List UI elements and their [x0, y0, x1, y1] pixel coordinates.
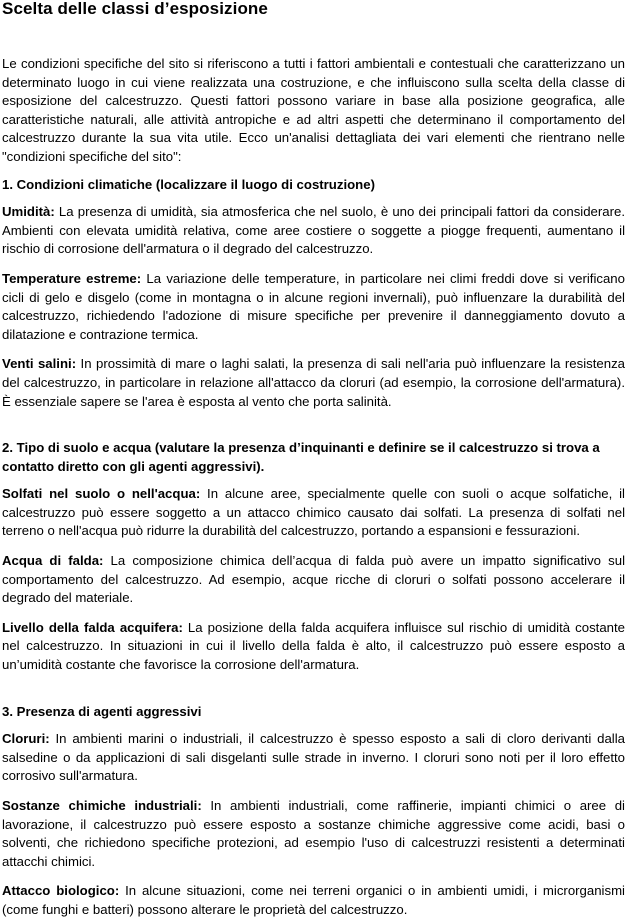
description: In prossimità di mare o laghi salati, la presenza di sali nell'aria può influenzare la resistenza del calcestruzzo, in particolare in relazione all'attacco da cloruri (ad esempio, la corrosione dell'armatura). È essenziale sapere se l'area è esposta al vento che porta salinità. [2, 356, 625, 409]
term: Umidità: [2, 204, 55, 220]
section-1-item-temperature [2, 270, 625, 344]
description: In ambienti industriali, come raffinerie, impianti chimici o aree di lavorazione, il calcestruzzo può essere esposto a sostanze chimiche aggressive come acidi, basi o solventi, che richiedono specifiche protezioni, ad esempio l'uso di calcestruzzi resistenti a determinati attacchi chimici. [2, 798, 625, 869]
term: Attacco biologico: [2, 883, 120, 899]
section-1-heading: 1. Condizioni climatiche (localizzare il luogo di costruzione) [2, 176, 375, 192]
section-1-item-umidita [2, 203, 625, 259]
term: Sostanze chimiche industriali: [2, 798, 202, 813]
section-2-heading: 2. Tipo di suolo e acqua (valutare la presenza d’inquinanti e definire se il calcestruzzo si trova a contatto diretto con gli agenti aggressivi). [2, 440, 600, 474]
description: In alcune aree, specialmente quelle con suoli o acque solfatiche, il calcestruzzo può essere soggetto a un attacco chimico causato dai solfati. La presenza di solfati nel terreno o nell'acqua può ridurre la durabilità del calcestruzzo, portando a espansioni e fessurazioni. [2, 486, 625, 539]
section-2-item-livello-falda [2, 619, 625, 675]
document-body [2, 55, 625, 920]
term: Solfati nel suolo o nell'acqua: [2, 486, 201, 502]
section-1-item-venti [2, 355, 625, 411]
description: La composizione chimica dell’acqua di falda può avere un impatto significativo sul comportamento del calcestruzzo. Ad esempio, acque ricche di cloruri o solfati possono accelerare il degrado del materiale. [2, 553, 625, 606]
description: In ambienti marini o industriali, il calcestruzzo è spesso esposto a sali di cloro derivanti dalla salsedine o da applicazioni di sali disgelanti sulle strade in inverno. I cloruri sono noti per il loro effetto corrosivo sull'armatura. [2, 731, 625, 784]
section-3-heading: 3. Presenza di agenti aggressivi [2, 703, 202, 719]
intro-paragraph: Le condizioni specifiche del sito si riferiscono a tutti i fattori ambientali e contestuali che caratterizzano un determinato luogo in cui viene realizzata una costruzione, e che influiscono sulla scelta della classe di esposizione del calcestruzzo. Questi fattori possono variare in base alla posizione geografica, alle caratteristiche naturali, alle attività antropiche e ad altri aspetti che determinano il comportamento del calcestruzzo durante la sua vita utile. Ecco un'analisi dettagliata dei vari elementi che rientrano nelle "condizioni specifiche del sito": [2, 56, 625, 164]
term: Temperature estreme: [2, 270, 142, 286]
description: La posizione della falda acquifera influisce sul rischio di umidità costante nel calcestruzzo. In situazioni in cui il livello della falda è alto, il calcestruzzo può essere esposto a un’umidità costante che favorisce la corrosione dell'armatura. [2, 619, 626, 673]
page-title: Scelta delle classi d’esposizione [2, 0, 268, 18]
term: Cloruri: [2, 731, 50, 747]
section-2-item-solfati [2, 485, 625, 541]
term: Venti salini: [2, 356, 77, 372]
description: In alcune situazioni, come nei terreni organici o in ambienti umidi, i microrganismi (come funghi e batteri) possono alterare le proprietà del calcestruzzo. [2, 883, 625, 917]
section-3-item-sostanze [2, 797, 625, 871]
section-2-item-acqua-falda [2, 552, 625, 608]
term: Acqua di falda: [2, 553, 104, 569]
description: La variazione delle temperature, in particolare nei climi freddi dove si verificano cicli di gelo e disgelo (come in montagna o in alcune regioni invernali), può influenzare la durabilità del calcestruzzo, richiedendo l'adozione di misure specifiche per prevenire il danneggiamento dovuto a dilatazione e contrazione termica. [2, 270, 625, 342]
description: La presenza di umidità, sia atmosferica che nel suolo, è uno dei principali fattori da considerare. Ambienti con elevata umidità relativa, come aree costiere o soggette a piogge frequenti, aumentano il rischio di corrosione dell'armatura o il degrado del calcestruzzo. [2, 204, 625, 257]
section-3-item-cloruri [2, 730, 625, 786]
term: Livello della falda acquifera: [2, 619, 183, 635]
section-3-item-attacco [2, 882, 625, 919]
